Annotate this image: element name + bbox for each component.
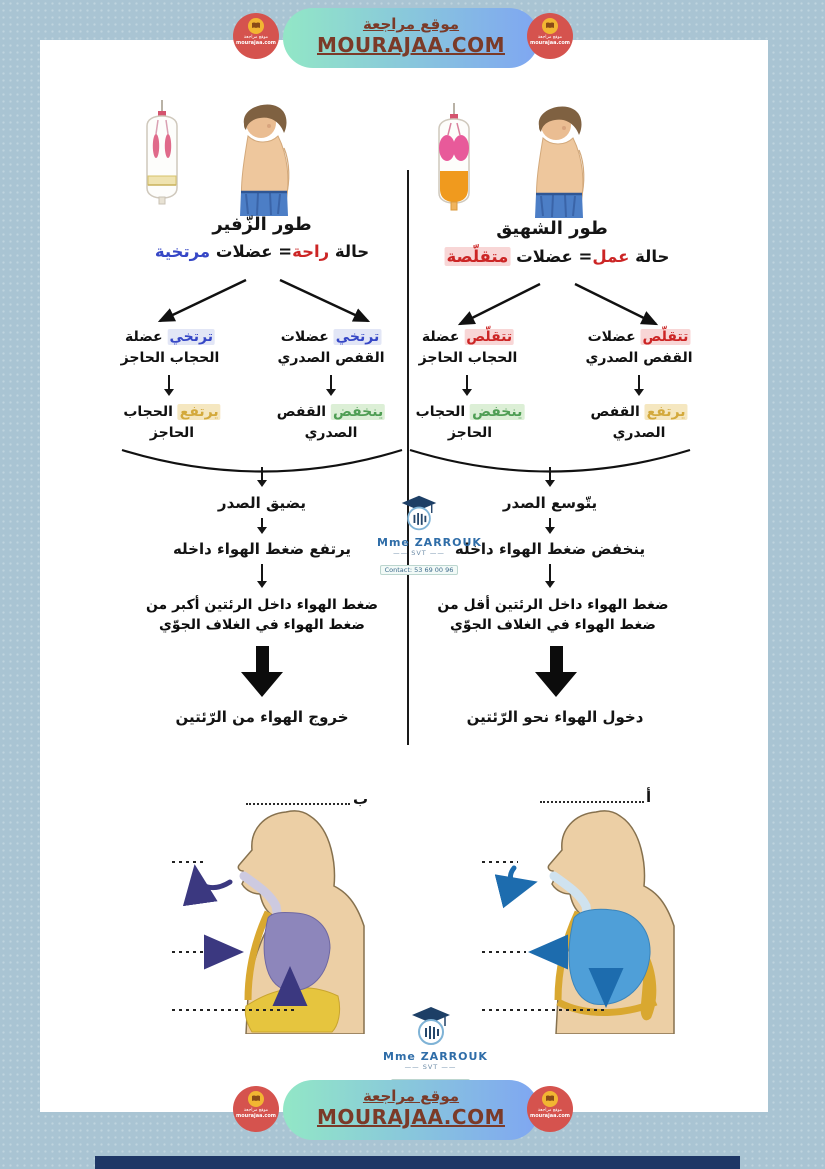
footer-brand-pill[interactable] xyxy=(283,1080,539,1140)
exhale-state-prefix: حالة xyxy=(329,242,370,261)
arrow-down xyxy=(549,518,551,532)
exhale-rib-result-keyword: ينخفض xyxy=(332,404,384,420)
badge-url-label: mourajaa.com xyxy=(529,40,570,46)
header-brand-pill[interactable] xyxy=(283,8,539,68)
inhale-rib-line2: القفص الصدري xyxy=(585,350,693,366)
arrow-down xyxy=(261,518,263,532)
badge-url-label: mourajaa.com xyxy=(235,40,276,46)
exhale-ribcage-relax-node xyxy=(277,327,384,369)
inhale-dia-result-line2: الحاجز xyxy=(447,425,493,441)
exhale-state-keyword: راحة xyxy=(292,242,330,261)
inhale-dia-keyword: تتقلّص xyxy=(466,329,513,345)
inhale-diaphragm-result-node xyxy=(416,402,525,444)
exhale-figure-letter: ب xyxy=(353,790,369,808)
inhale-rib-result-line1: القفص xyxy=(590,404,645,420)
graduation-cap-icon xyxy=(409,1006,453,1046)
label-line xyxy=(246,803,350,805)
exhale-chest-step: يضيق الصدر xyxy=(217,494,307,512)
mourajaa-badge xyxy=(233,13,279,59)
inhale-compare-line1: ضغط الهواء داخل الرئتين أقل من xyxy=(437,597,669,613)
inhale-state-line xyxy=(445,247,670,266)
inhale-rib-result-keyword: يرتفع xyxy=(646,404,686,420)
exhale-dia-result-line2: الحاجز xyxy=(149,425,195,441)
exhale-rib-result-line2: الصدري xyxy=(304,425,358,441)
inhale-pressure-step: ينخفض ضغط الهواء داخله xyxy=(454,540,646,558)
exhale-rib-keyword: ترتخي xyxy=(335,329,380,345)
zarrouk-name: Mme ZARROUK xyxy=(377,536,482,549)
exhale-rib-result-line1: القفص xyxy=(276,404,331,420)
exhale-diaphragm-relax-node xyxy=(121,327,220,369)
footer-brand-arabic[interactable]: موقع مراجعة xyxy=(362,1087,460,1105)
inhale-rib-line1: عضلات xyxy=(587,329,641,345)
exhale-state-keyword2: مرتخية xyxy=(154,242,211,261)
zarrouk-watermark xyxy=(377,494,482,576)
inhale-dia-line1: عضلة xyxy=(421,329,465,345)
inhale-outcome: دخول الهواء نحو الرّئتين xyxy=(466,708,644,726)
exhale-dia-keyword: ترتخي xyxy=(169,329,213,345)
arrow-down xyxy=(549,564,551,586)
exhale-compare-line1: ضغط الهواء داخل الرئتين أكبر من xyxy=(145,597,379,613)
exhale-pressure-step: يرتفع ضغط الهواء داخله xyxy=(172,540,352,558)
boy-figure-inhale xyxy=(503,102,603,220)
badge-arabic-label: موقع مراجعة xyxy=(537,35,563,40)
inhale-rib-result-line2: الصدري xyxy=(612,425,666,441)
book-icon xyxy=(542,1091,558,1107)
inhale-figure-letter: أ xyxy=(646,788,652,806)
badge-url-label: mourajaa.com xyxy=(529,1113,570,1119)
arrow-down xyxy=(330,375,332,394)
badge-url-label: mourajaa.com xyxy=(235,1113,276,1119)
bell-jar-inhale-model xyxy=(427,103,481,215)
inhale-title: طور الشهيق xyxy=(496,218,608,239)
footer-brand-url[interactable]: MOURAJAA.COM xyxy=(317,1105,505,1129)
inhale-branch-arrows xyxy=(420,281,700,331)
label-line xyxy=(540,801,644,803)
exhale-dia-line2: الحجاب الحاجز xyxy=(120,350,220,366)
exhale-dia-line1: عضلة xyxy=(125,329,168,345)
inhale-compare-line2: ضغط الهواء في الغلاف الجوّي xyxy=(450,617,656,634)
exhale-diaphragm-result-node xyxy=(123,402,220,444)
inhale-state-keyword: عمل xyxy=(592,247,630,266)
inhale-dia-result-line1: الحجاب xyxy=(415,404,471,420)
header-brand-url[interactable]: MOURAJAA.COM xyxy=(317,33,505,57)
exhale-outcome: خروج الهواء من الرّئتين xyxy=(175,708,349,726)
exhale-state-mid: = عضلات xyxy=(210,242,293,261)
zarrouk-watermark xyxy=(383,1006,488,1090)
inhale-state-mid: = عضلات xyxy=(510,247,593,266)
arrow-down xyxy=(638,375,640,394)
exhale-state-line xyxy=(155,242,369,261)
exhale-dia-result-keyword: يرتفع xyxy=(179,404,219,420)
bell-jar-exhale-model xyxy=(135,100,189,210)
mourajaa-badge xyxy=(527,1086,573,1132)
exhale-anatomy-diagram xyxy=(168,806,368,1034)
graduation-cap-icon xyxy=(399,494,439,532)
zarrouk-contact: Contact: 53 69 00 96 xyxy=(380,565,459,575)
exhale-pressure-compare xyxy=(146,595,378,636)
exhale-compare-line2: ضغط الهواء في الغلاف الجوّي xyxy=(159,617,365,634)
inhale-dia-line2: الحجاب الحاجز xyxy=(418,350,518,366)
inhale-chest-step: يتّوسع الصدر xyxy=(502,494,598,512)
arrow-down xyxy=(168,375,170,394)
zarrouk-subject: —— SVT —— xyxy=(393,549,445,557)
book-icon xyxy=(248,18,264,34)
exhale-title: طور الزّفير xyxy=(212,214,312,235)
inhale-state-prefix: حالة xyxy=(629,247,670,266)
inhale-ribcage-result-node xyxy=(590,402,687,444)
book-icon xyxy=(542,18,558,34)
mourajaa-badge xyxy=(527,13,573,59)
big-arrow-down xyxy=(241,646,283,697)
badge-arabic-label: موقع مراجعة xyxy=(243,35,269,40)
inhale-ribcage-contract-node xyxy=(585,327,692,369)
exhale-rib-line1: عضلات xyxy=(280,329,334,345)
badge-arabic-label: موقع مراجعة xyxy=(243,1108,269,1113)
exhale-branch-arrows xyxy=(128,276,398,328)
zarrouk-name: Mme ZARROUK xyxy=(383,1050,488,1063)
inhale-pressure-compare xyxy=(437,595,668,636)
inhale-rib-keyword: تتقلّص xyxy=(642,329,689,345)
exhale-dia-result-line1: الحجاب xyxy=(123,404,178,420)
badge-arabic-label: موقع مراجعة xyxy=(537,1108,563,1113)
big-arrow-down xyxy=(535,646,577,697)
inhale-diaphragm-contract-node xyxy=(419,327,518,369)
exhale-ribcage-result-node xyxy=(277,402,385,444)
arrow-down xyxy=(261,564,263,586)
inhale-dia-result-keyword: ينخفض xyxy=(472,404,523,420)
zarrouk-subject: —— SVT —— xyxy=(404,1063,457,1071)
bottom-navy-bar xyxy=(95,1156,740,1169)
arrow-down xyxy=(466,375,468,394)
arrow-down xyxy=(261,467,263,485)
boy-figure-exhale xyxy=(208,100,308,218)
inhale-state-keyword2: متقلّصة xyxy=(446,247,509,266)
inhale-anatomy-diagram xyxy=(478,806,678,1034)
exhale-rib-line2: القفص الصدري xyxy=(277,350,385,366)
arrow-down xyxy=(549,467,551,485)
mourajaa-badge xyxy=(233,1086,279,1132)
header-brand-arabic[interactable]: موقع مراجعة xyxy=(362,15,460,33)
book-icon xyxy=(248,1091,264,1107)
